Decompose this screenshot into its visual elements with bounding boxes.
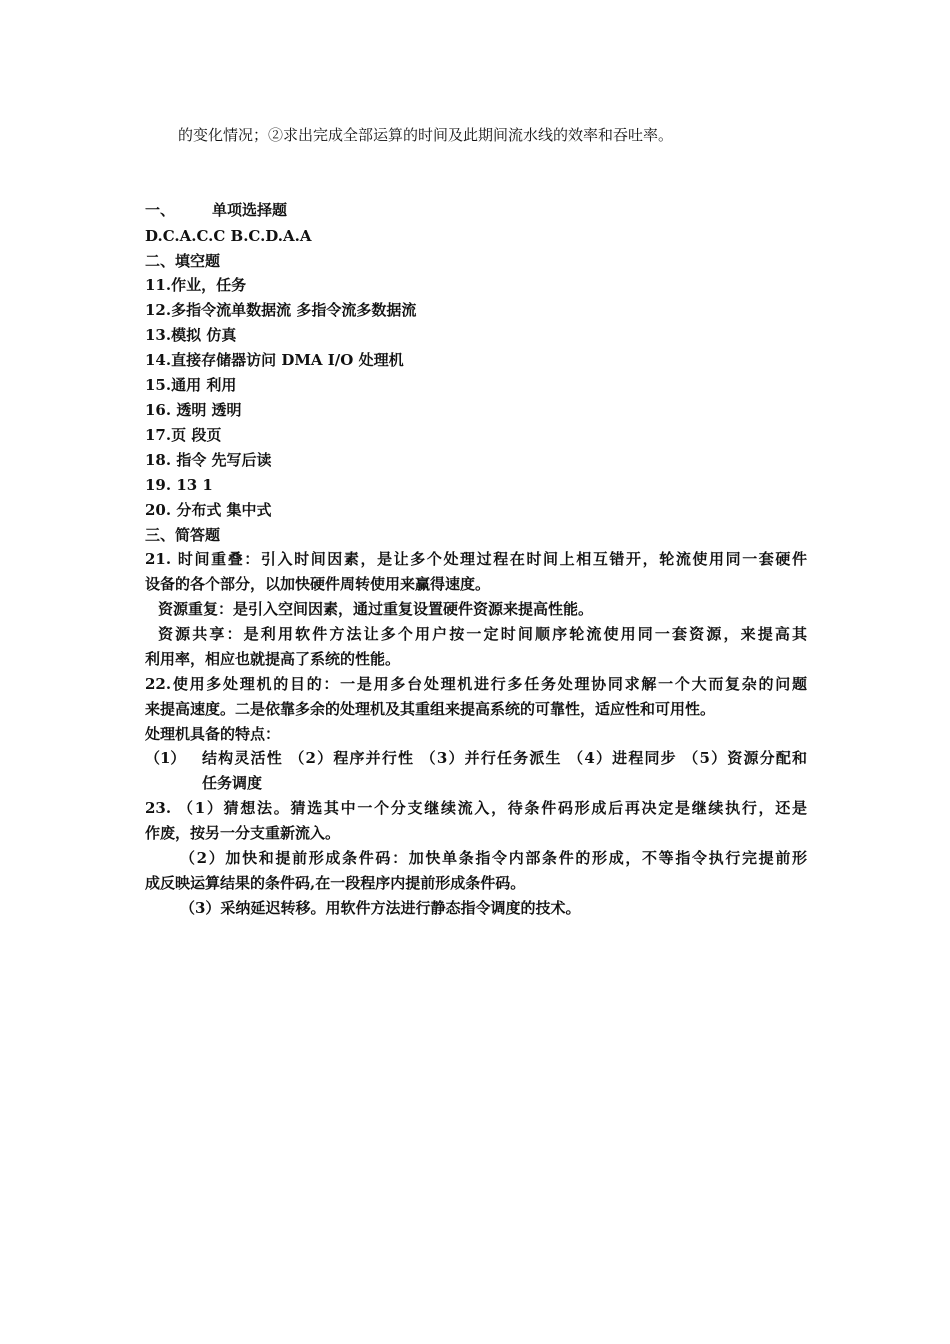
fill-answer: 20. 分布式 集中式 [145,501,272,519]
q23-line: 23. （1）猜想法。猜选其中一个分支继续流入，待条件码形成后再决定是继续执行，还是 [145,799,807,817]
fill-answer: 18. 指令 先写后读 [145,451,272,469]
q21-line: 21. 时间重叠：引入时间因素，是让多个处理过程在时间上相互错开，轮流使用同一套硬件 [145,550,807,568]
q21-line: 资源重复：是引入空间因素，通过重复设置硬件资源来提高性能。 [158,600,594,618]
q22-line: 任务调度 [202,774,263,792]
q23-line: （3）采纳延迟转移。用软件方法进行静态指令调度的技术。 [180,899,581,917]
fill-answer: 17.页 段页 [145,426,222,444]
fill-answer: 19. 13 1 [145,476,213,494]
q23-line: 作废，按另一分支重新流入。 [145,824,341,842]
section-two-title: 二、填空题 [145,252,221,270]
choice-answers: D.C.A.C.C B.C.D.A.A [145,227,312,245]
q22-line: 结构灵活性 （2）程序并行性 （3）并行任务派生 （4）进程同步 （5）资源分配和 [202,749,807,767]
q22-line: 来提高速度。二是依靠多余的处理机及其重组来提高系统的可靠性，适应性和可用性。 [145,700,716,718]
fill-answer: 11.作业，任务 [145,276,247,294]
q21-line: 设备的各个部分，以加快硬件周转使用来赢得速度。 [145,575,491,593]
fill-answer: 13.模拟 仿真 [145,326,237,344]
q22-line: 处理机具备的特点： [145,725,281,743]
q22-line: 22.使用多处理机的目的：一是用多台处理机进行多任务处理协同求解一个大而复杂的问题 [145,675,807,693]
q21-line: 资源共享：是利用软件方法让多个用户按一定时间顺序轮流使用同一套资源，来提高其 [158,625,807,643]
fill-answer: 16. 透明 透明 [145,401,242,419]
fill-answer: 12.多指令流单数据流 多指令流多数据流 [145,301,417,319]
q22-item-number: （1） [145,749,186,767]
q23-line: （2）加快和提前形成条件码：加快单条指令内部条件的形成，不等指令执行完提前形 [180,849,807,867]
section-three-title: 三、简答题 [145,526,221,544]
q21-line: 利用率，相应也就提高了系统的性能。 [145,650,401,668]
fill-answer: 15.通用 利用 [145,376,237,394]
q23-line: 成反映运算结果的条件码,在一段程序内提前形成条件码。 [145,874,526,892]
fill-answer: 14.直接存储器访问 DMA I/O 处理机 [145,351,404,369]
intro-text: 的变化情况；②求出完成全部运算的时间及此期间流水线的效率和吞吐率。 [178,126,674,144]
section-one-title: 单项选择题 [212,201,288,219]
section-one-number: 一、 [145,201,176,219]
